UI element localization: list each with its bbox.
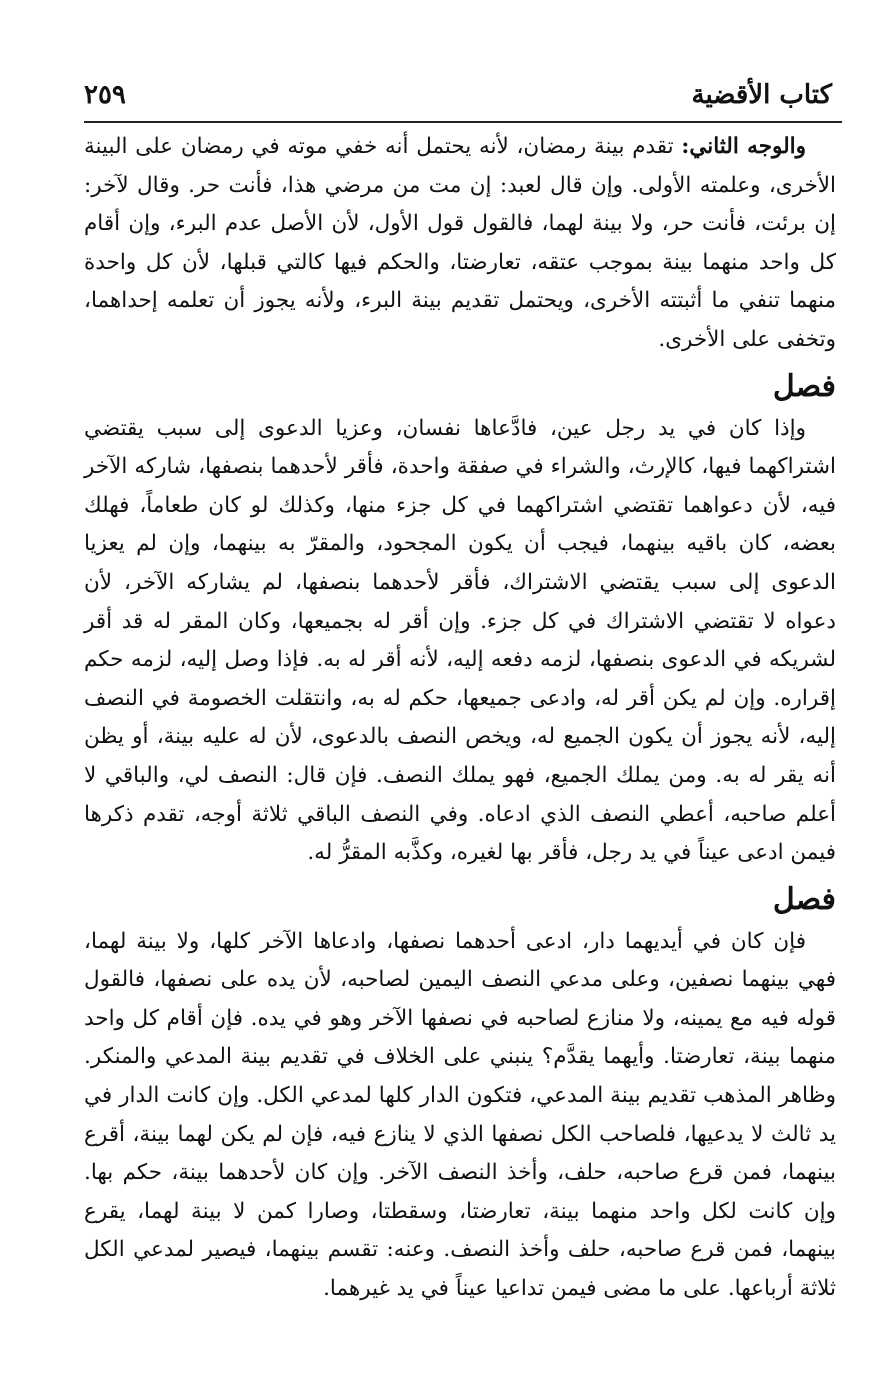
page-body bbox=[84, 128, 836, 1309]
page-number: ٢٥٩ bbox=[84, 80, 126, 110]
running-title: كتاب الأقضية bbox=[691, 80, 832, 110]
paragraph-3: فإن كان في أيديهما دار، ادعى أحدهما نصفها، وادعاها الآخر كلها، ولا بينة لهما، فهي بينهما نصفين، وعلى مدعي النصف اليمين لصاحبه، لأن يده على نصفها، فالقول قوله فيه مع يمينه، ولا منازع لصاحبه في نصفها الآخر وهو في يده. فإن أقام كل واحد منهما بينة، تعارضتا. وأيهما يقدَّم؟ ينبني على الخلاف في تقديم بينة المدعي والمنكر. وظاهر المذهب تقديم بينة المدعي، فتكون الدار كلها لمدعي الكل. وإن كانت الدار في يد ثالث لا يدعيها، فلصاحب الكل نصفها الذي لا ينازع فيه، فإن لم يكن لهما بينة، أقرع بينهما، فمن قرع صاحبه، حلف، وأخذ النصف الآخر. وإن كان لأحدهما بينة، حكم بها. وإن كانت لكل واحد منهما بينة، تعارضتا، وسقطتا، وصارا كمن لا بينة لهما، يقرع بينهما، فمن قرع صاحبه، حلف وأخذ النصف. وعنه: تقسم بينهما، فيصير لمدعي الكل ثلاثة أرباعها. على ما مضى فيمن تداعيا عيناً في يد غيرهما. bbox=[84, 928, 836, 1302]
page-header bbox=[84, 66, 832, 110]
section-heading-1: فصل bbox=[772, 368, 836, 404]
header-rule bbox=[84, 121, 842, 123]
paragraph-2: وإذا كان في يد رجل عين، فادَّعاها نفسان، وعزيا الدعوى إلى سبب يقتضي اشتراكهما فيها، كالإرث، والشراء في صفقة واحدة، فأقر لأحدهما بنصفها، شاركه الآخر فيه، لأن دعواهما تقتضي اشتراكهما في كل جزء منها، وكذلك لو كان طعاماً، فهلك بعضه، كان باقيه بينهما، فيجب أن يكون المجحود، والمقرّ به بينهما، وإن لم يعزيا الدعوى إلى سبب يقتضي الاشتراك، فأقر لأحدهما بنصفها، لم يشاركه الآخر، لأن دعواه لا تقتضي الاشتراك في كل جزء. وإن أقر له بجميعها، وكان المقر له قد أقر لشريكه في الدعوى بنصفها، لزمه دفعه إليه، لأنه أقر له به. فإذا وصل إليه، لزمه حكم إقراره. وإن لم يكن أقر له، وادعى جميعها، حكم له به، وانتقلت الخصومة في النصف إليه، لأنه يجوز أن يكون الجميع له، ويخص النصف بالدعوى، لأن له عليه بينة، أو يظن أنه يقر له به. ومن يملك الجميع، فهو يملك النصف. فإن قال: النصف لي، والباقي لا أعلم صاحبه، أعطي النصف الذي ادعاه. وفي النصف الباقي ثلاثة أوجه، تقدم ذكرها فيمن ادعى عيناً في يد رجل، فأقر بها لغيره، وكذَّبه المقرُّ له. bbox=[84, 415, 836, 866]
paragraph-1 bbox=[84, 128, 836, 360]
paragraph-1-text: تقدم بينة رمضان، لأنه يحتمل أنه خفي موته في رمضان على البينة الأخرى، وعلمته الأولى. وإن قال لعبد: إن مت من مرضي هذا، فأنت حر. وقال لآخر: إن برئت، فأنت حر، ولا بينة لهما، فالقول قول الأول، لأن الأصل عدم البرء، وإن أقام كل واحد منهما بينة بموجب عتقه، تعارضتا، والحكم فيها كالتي قبلها، لأن كل واحدة منهما تنفي ما أثبتته الأخرى، ويحتمل تقديم بينة البرء، ولأنه يجوز أن تعلمه إحداهما، وتخفى على الأخرى. bbox=[84, 134, 836, 352]
section-heading-2: فصل bbox=[772, 881, 836, 917]
paragraph-1-lead: والوجه الثاني: bbox=[681, 134, 806, 159]
